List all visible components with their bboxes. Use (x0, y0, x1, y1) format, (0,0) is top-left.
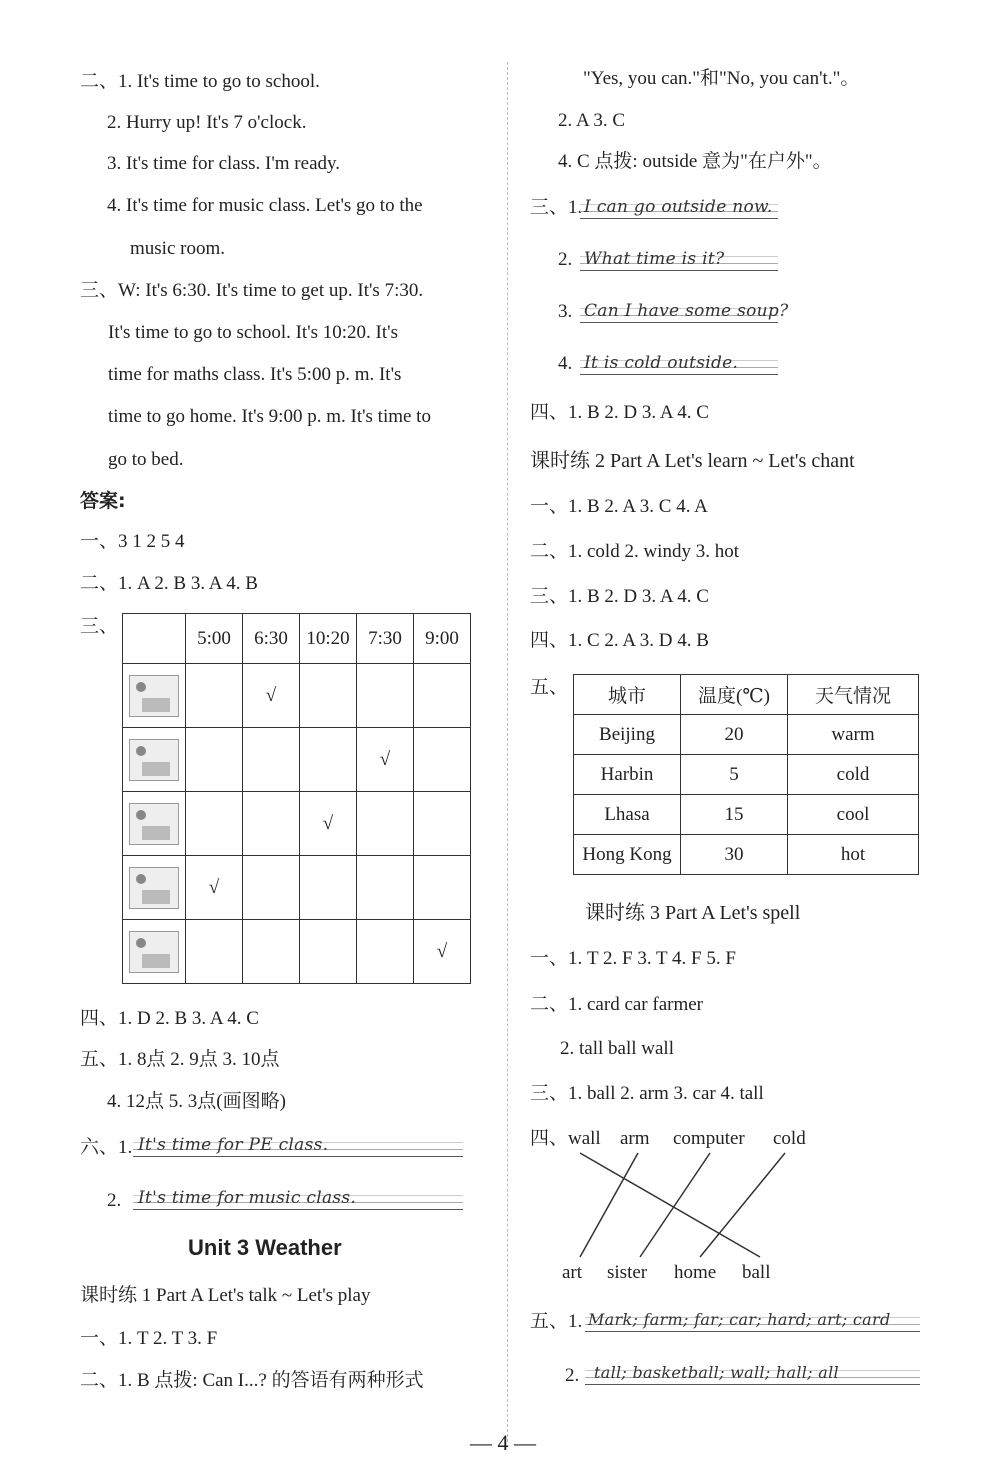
handwriting-3-4: It is cold outside. (584, 353, 739, 373)
match-top-word: computer (673, 1128, 745, 1149)
right-line-2: 2. A 3. C (558, 110, 626, 131)
check-mark: √ (186, 856, 243, 920)
time-header: 9:00 (414, 614, 471, 664)
match-bottom-word: home (674, 1262, 717, 1283)
weather-cell: 30 (681, 835, 788, 875)
weather-cell: cool (788, 795, 919, 835)
match-bottom-word: ball (742, 1262, 771, 1283)
column-divider (507, 62, 508, 1442)
weather-cell: Hong Kong (574, 835, 681, 875)
match-line (580, 1153, 638, 1257)
weather-header: 温度(℃) (681, 675, 788, 715)
left-line-2: 2. Hurry up! It's 7 o'clock. (107, 112, 307, 133)
check-mark: √ (357, 728, 414, 792)
lesson-1-title: 课时练 1 Part A Let's talk ~ Let's play (80, 1285, 371, 1306)
left-line-7: It's time to go to school. It's 10:20. It's (108, 322, 398, 343)
right-line-1: "Yes, you can."和"No, you can't."。 (583, 68, 860, 89)
match-top-word: cold (773, 1128, 806, 1149)
handwriting-3-2: What time is it? (584, 249, 725, 269)
time-header: 6:30 (243, 614, 300, 664)
page-number: — 4 — (470, 1430, 536, 1455)
time-header: 7:30 (357, 614, 414, 664)
sec3-4-label: 4. (558, 353, 573, 374)
left-line-3: 3. It's time for class. I'm ready. (107, 153, 341, 174)
weather-cell: 20 (681, 715, 788, 755)
lesson2-answer-4: 四、1. C 2. A 3. D 4. B (530, 630, 709, 651)
lesson3-answer-5-label: 五、1. (530, 1311, 583, 1332)
sec3-2-label: 2. (558, 249, 573, 270)
lesson3-answer-2b: 2. tall ball wall (560, 1038, 674, 1059)
weather-header: 城市 (574, 675, 681, 715)
weather-cell: cold (788, 755, 919, 795)
answer-3-label: 三、 (80, 616, 119, 637)
lesson2-answer-2: 二、1. cold 2. windy 3. hot (530, 541, 739, 562)
match-line (580, 1153, 760, 1257)
time-header: 5:00 (186, 614, 243, 664)
lesson3-answer-3: 三、1. ball 2. arm 3. car 4. tall (530, 1083, 764, 1104)
unit-answer-2: 二、1. B 点拨: Can I...? 的答语有两种形式 (80, 1370, 424, 1391)
matching-lines (540, 1145, 800, 1265)
weather-cell: Beijing (574, 715, 681, 755)
weather-cell: hot (788, 835, 919, 875)
answer-6-2-label: 2. (107, 1190, 122, 1211)
lesson-3-title: 课时练 3 Part A Let's spell (585, 902, 801, 924)
match-line (640, 1153, 710, 1257)
match-bottom-word: art (562, 1262, 583, 1283)
sec3-3-label: 3. (558, 301, 573, 322)
match-top-word: arm (620, 1128, 650, 1149)
answers-label: 答案: (80, 490, 126, 512)
weather-cell: Harbin (574, 755, 681, 795)
lesson2-answer-3: 三、1. B 2. D 3. A 4. C (530, 586, 709, 607)
answer-6-label: 六、1. (80, 1137, 133, 1158)
check-mark: √ (243, 664, 300, 728)
class-picture (129, 803, 179, 845)
left-line-9: time to go home. It's 9:00 p. m. It's time to (108, 406, 431, 427)
left-line-10: go to bed. (108, 449, 184, 470)
left-line-8: time for maths class. It's 5:00 p. m. It's (108, 364, 402, 385)
right-line-3: 4. C 点拨: outside 意为"在户外"。 (558, 151, 832, 172)
sleep-picture (129, 675, 179, 717)
weather-header: 天气情况 (788, 675, 919, 715)
weather-cell: 15 (681, 795, 788, 835)
left-line-1: 二、1. It's time to go to school. (80, 71, 320, 92)
weather-cell: warm (788, 715, 919, 755)
time-table (122, 613, 471, 984)
time-header: 10:20 (300, 614, 357, 664)
handwriting-5-2: tall; basketball; wall; hall; all (594, 1363, 839, 1382)
check-mark: √ (414, 920, 471, 984)
lesson3-answer-1: 一、1. T 2. F 3. T 4. F 5. F (530, 948, 736, 969)
lesson2-answer-1: 一、1. B 2. A 3. C 4. A (530, 496, 708, 517)
lesson2-answer-5-label: 五、 (530, 677, 569, 698)
answer-2: 二、1. A 2. B 3. A 4. B (80, 573, 258, 594)
left-line-6: 三、W: It's 6:30. It's time to get up. It's 7:30. (80, 280, 424, 301)
unit-title: Unit 3 Weather (188, 1235, 342, 1260)
unit-answer-1: 一、1. T 2. T 3. F (80, 1328, 218, 1349)
bed-picture (129, 931, 179, 973)
handwriting-3-1: I can go outside now. (584, 197, 773, 217)
check-mark: √ (300, 792, 357, 856)
lesson-2-title: 课时练 2 Part A Let's learn ~ Let's chant (530, 450, 855, 472)
handwriting-3-3: Can I have some soup? (584, 301, 789, 321)
handwriting-6-2: It's time for music class. (138, 1188, 357, 1208)
lesson3-answer-2: 二、1. card car farmer (530, 994, 704, 1015)
handwriting-6-1: It's time for PE class. (138, 1135, 329, 1155)
weather-cell: 5 (681, 755, 788, 795)
match-bottom-word: sister (607, 1262, 648, 1283)
match-top-word: 四、wall (530, 1128, 601, 1149)
left-line-4: 4. It's time for music class. Let's go to the (107, 195, 423, 216)
sec3-label: 三、1. (530, 197, 583, 218)
sec4: 四、1. B 2. D 3. A 4. C (530, 402, 709, 423)
lesson3-answer-5-2-label: 2. (565, 1365, 580, 1386)
answer-1: 一、3 1 2 5 4 (80, 531, 185, 552)
match-line (700, 1153, 785, 1257)
handwriting-5-1: Mark; farm; far; car; hard; art; card (588, 1310, 891, 1329)
weather-table (573, 674, 919, 875)
answer-4: 四、1. D 2. B 3. A 4. C (80, 1008, 259, 1029)
answer-5b: 4. 12点 5. 3点(画图略) (107, 1091, 286, 1112)
home-picture (129, 867, 179, 909)
left-line-5: music room. (130, 238, 225, 259)
answer-5: 五、1. 8点 2. 9点 3. 10点 (80, 1049, 280, 1070)
weather-cell: Lhasa (574, 795, 681, 835)
school-picture (129, 739, 179, 781)
